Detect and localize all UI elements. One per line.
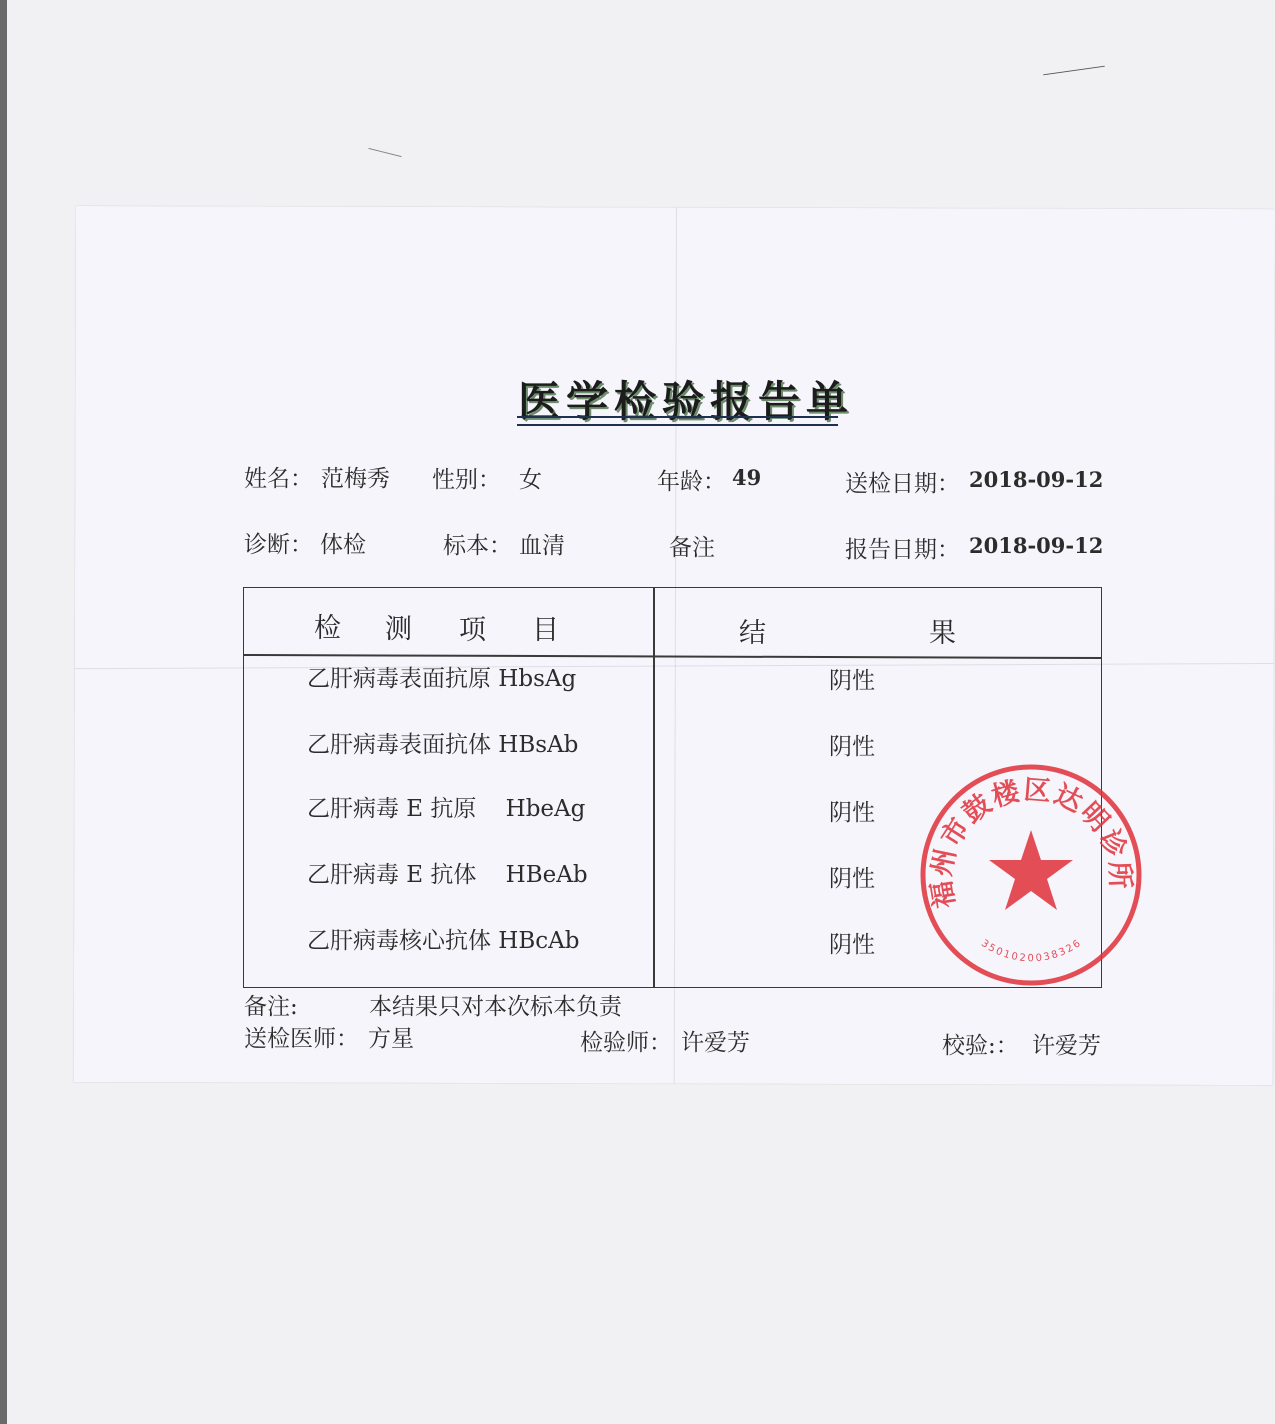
test-item: 乙肝病毒 E 抗原 HbeAg: [307, 796, 586, 822]
test-result: 阴性: [829, 866, 875, 892]
send-date: 2018-09-12: [969, 467, 1104, 492]
specimen-label: 标本：: [443, 533, 512, 559]
stamp-text: 福州市鼓楼区达明诊所: [926, 774, 1136, 911]
scratch-mark: [368, 148, 401, 157]
test-item: 乙肝病毒核心抗体 HBcAb: [307, 928, 580, 954]
checker-label: 校验:：: [942, 1033, 1019, 1059]
stamp-code: 3501020038326: [979, 937, 1085, 965]
patient-name: 范梅秀: [321, 466, 390, 492]
test-item: 乙肝病毒表面抗体 HBsAb: [307, 732, 579, 758]
report-title: 医学检验报告单: [518, 377, 855, 426]
table-column-divider: [653, 588, 655, 987]
test-result: 阴性: [829, 800, 875, 826]
test-item: 乙肝病毒表面抗原 HbsAg: [307, 666, 577, 692]
scanner-edge: [0, 0, 7, 1424]
specimen: 血清: [519, 533, 565, 559]
header-item-char: 测: [385, 614, 412, 645]
checker-name: 许爱芳: [1032, 1033, 1101, 1059]
send-date-label: 送检日期：: [845, 471, 960, 497]
clinic-stamp: [918, 762, 1144, 988]
patient-gender: 女: [519, 467, 542, 493]
header-item-char: 项: [459, 615, 486, 646]
star-icon: [989, 830, 1073, 910]
header-item-char: 检: [314, 613, 341, 644]
test-result: 阴性: [829, 734, 875, 760]
test-result: 阴性: [829, 932, 875, 958]
patient-age: 49: [732, 465, 762, 490]
report-date: 2018-09-12: [969, 533, 1104, 558]
test-result: 阴性: [829, 668, 875, 694]
gender-label: 性别：: [432, 467, 501, 493]
footer-note-text: 本结果只对本次标本负责: [369, 994, 622, 1020]
age-label: 年龄：: [657, 469, 726, 495]
name-label: 姓名：: [244, 466, 313, 492]
header-result-char: 结: [739, 618, 766, 649]
doctor-name: 方星: [368, 1026, 414, 1052]
header-result-char: 果: [929, 618, 956, 649]
remark-label: 备注: [669, 535, 715, 561]
test-item: 乙肝病毒 E 抗体 HBeAb: [307, 862, 588, 888]
diagnosis: 体检: [320, 532, 366, 558]
diagnosis-label: 诊断：: [244, 532, 313, 558]
footer-note-label: 备注:: [244, 994, 298, 1020]
report-date-label: 报告日期：: [845, 537, 960, 563]
inspector-label: 检验师：: [580, 1030, 672, 1056]
scratch-mark: [1043, 66, 1105, 76]
inspector-name: 许爱芳: [681, 1030, 750, 1056]
header-item-char: 目: [532, 615, 559, 646]
title-underline: [517, 416, 838, 426]
doctor-label: 送检医师：: [244, 1026, 359, 1052]
